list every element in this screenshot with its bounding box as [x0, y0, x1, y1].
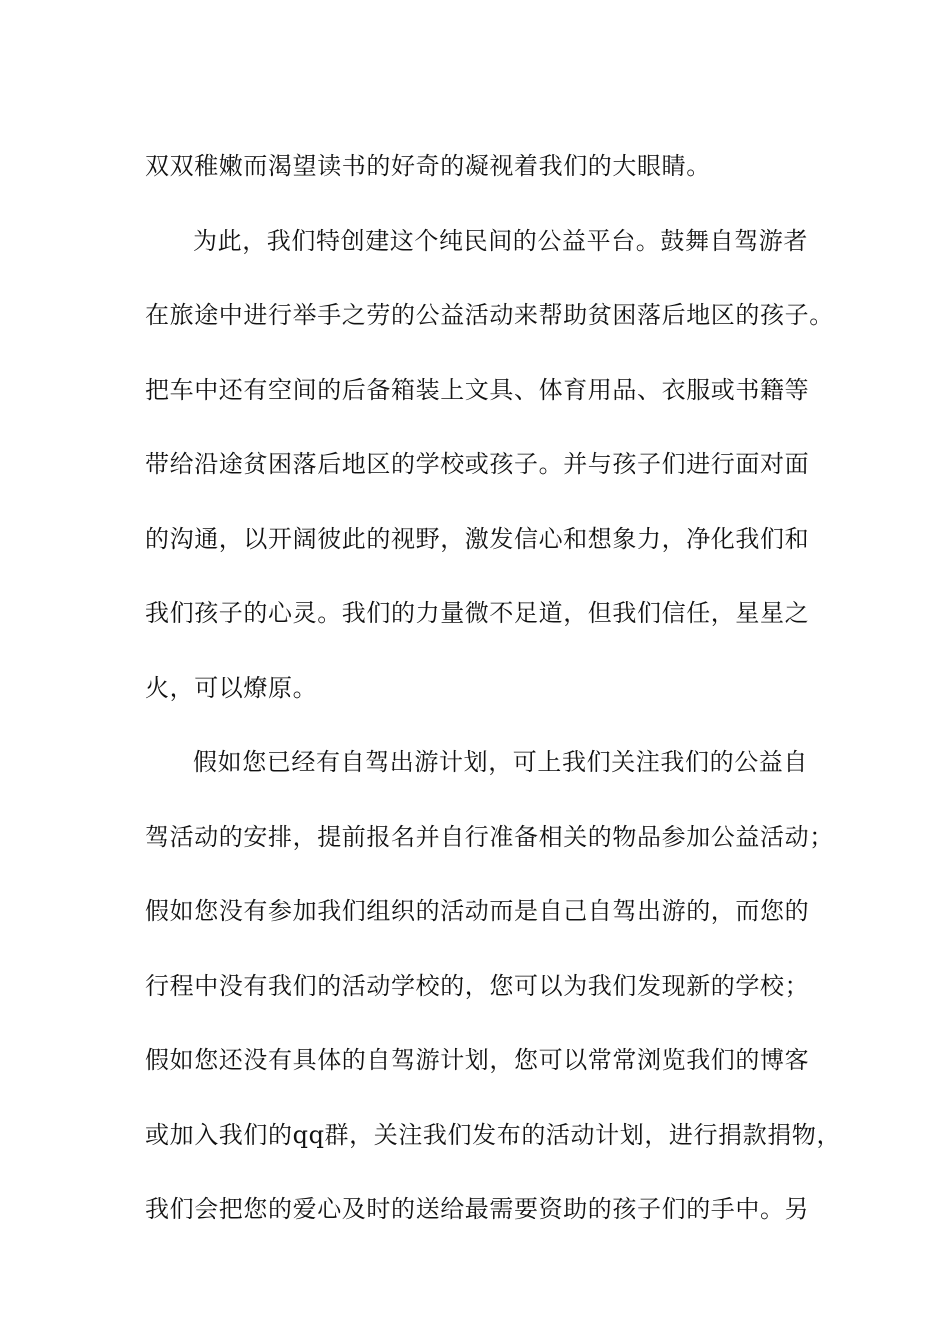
text-line: 假如您没有参加我们组织的活动而是自己自驾出游的，而您的 — [145, 897, 810, 925]
text-line: 或加入我们的qq群，关注我们发布的活动计划，进行捐款捐物， — [145, 1120, 842, 1149]
text-line: 行程中没有我们的活动学校的，您可以为我们发现新的学校； — [145, 971, 810, 1000]
text-line: 带给沿途贫困落后地区的学校或孩子。并与孩子们进行面对面 — [145, 450, 810, 478]
text-line: 驾活动的安排，提前报名并自行准备相关的物品参加公益活动； — [145, 822, 834, 851]
text-line: 火，可以燎原。 — [145, 673, 318, 702]
text-line: 假如您还没有具体的自驾游计划，您可以常常浏览我们的博客 — [145, 1046, 810, 1074]
text-line: 我们孩子的心灵。我们的力量微不足道，但我们信任，星星之 — [145, 599, 810, 627]
text-line: 双双稚嫩而渴望读书的好奇的凝视着我们的大眼睛。 — [145, 152, 711, 180]
text-line: 在旅途中进行举手之劳的公益活动来帮助贫困落后地区的孩子。 — [145, 301, 834, 329]
text-line: 的沟通，以开阔彼此的视野，激发信心和想象力，净化我们和 — [145, 524, 810, 553]
paragraph-start-line: 假如您已经有自驾出游计划，可上我们关注我们的公益自 — [193, 748, 808, 776]
paragraph-start-line: 为此，我们特创建这个纯民间的公益平台。鼓舞自驾游者 — [193, 226, 808, 255]
text-line: 把车中还有空间的后备箱装上文具、体育用品、衣服或书籍等 — [145, 375, 810, 404]
text-line: 我们会把您的爱心及时的送给最需要资助的孩子们的手中。另 — [145, 1195, 810, 1223]
body-text — [145, 129, 842, 1247]
